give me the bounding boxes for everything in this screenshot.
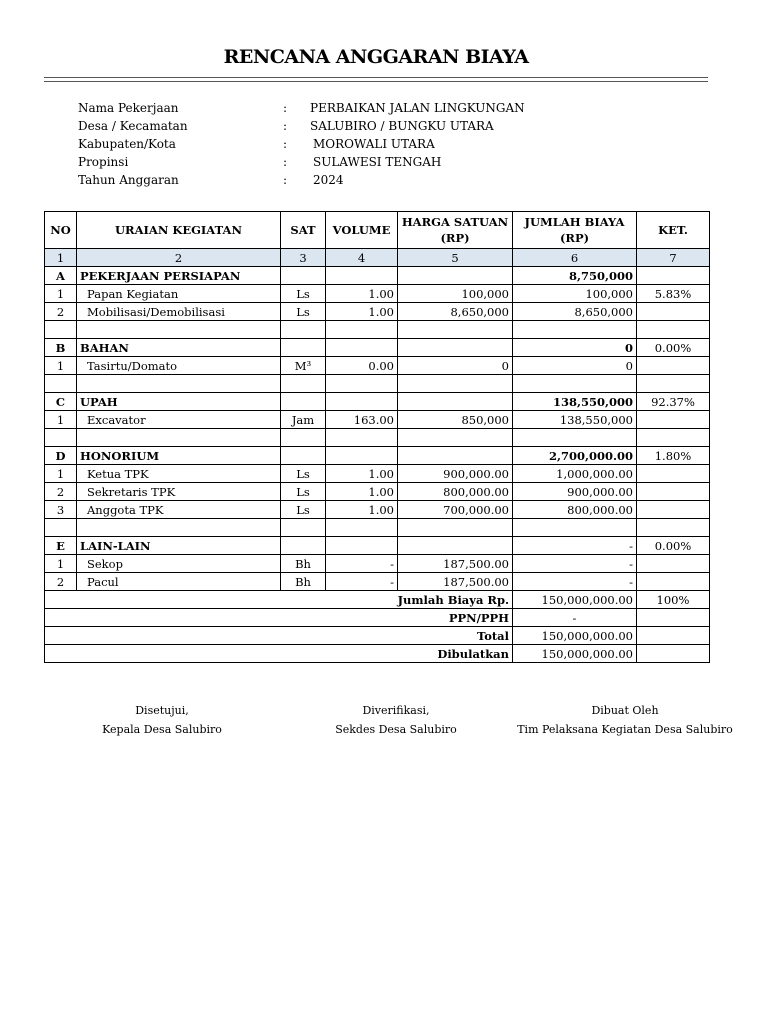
info-label: Kabupaten/Kota bbox=[78, 137, 176, 151]
header-harga bbox=[398, 212, 513, 249]
summary-label: Jumlah Biaya Rp. bbox=[45, 591, 513, 609]
empty-cell bbox=[398, 339, 513, 357]
summary-label: Dibulatkan bbox=[45, 645, 513, 663]
table-row bbox=[45, 501, 710, 519]
header-uraian: URAIAN KEGIATAN bbox=[77, 212, 281, 249]
item-volume: 1.00 bbox=[326, 483, 398, 501]
spacer-row bbox=[45, 519, 710, 537]
item-jumlah: 8,650,000 bbox=[513, 303, 637, 321]
item-jumlah: 100,000 bbox=[513, 285, 637, 303]
spacer-row bbox=[45, 429, 710, 447]
item-ket bbox=[637, 555, 710, 573]
info-colon: : bbox=[283, 155, 288, 169]
section-no: E bbox=[45, 537, 77, 555]
page-title: RENCANA ANGGARAN BIAYA bbox=[223, 46, 529, 68]
header-jumlah-line2: (RP) bbox=[559, 231, 590, 245]
summary-row-jumlah bbox=[45, 591, 710, 609]
title-rule-bottom bbox=[44, 81, 708, 82]
section-no: A bbox=[45, 267, 77, 285]
header-jumlah bbox=[513, 212, 637, 249]
info-label: Propinsi bbox=[78, 155, 129, 169]
summary-value: 150,000,000.00 bbox=[513, 591, 637, 609]
item-sat: Ls bbox=[281, 483, 326, 501]
item-name: Pacul bbox=[77, 573, 281, 591]
item-harga: 850,000 bbox=[398, 411, 513, 429]
item-name: Tasirtu/Domato bbox=[77, 357, 281, 375]
header-harga-line2: (RP) bbox=[440, 231, 470, 245]
empty-cell bbox=[398, 267, 513, 285]
section-ket: 0.00% bbox=[637, 537, 710, 555]
empty-cell bbox=[326, 537, 398, 555]
section-name: BAHAN bbox=[77, 339, 281, 357]
summary-row-ppn bbox=[45, 609, 710, 627]
empty-cell bbox=[398, 447, 513, 465]
info-value: SULAWESI TENGAH bbox=[313, 155, 442, 169]
empty-cell bbox=[281, 339, 326, 357]
summary-ket: 100% bbox=[637, 591, 710, 609]
signature-block-sekdes bbox=[296, 701, 496, 739]
section-ket: 1.80% bbox=[637, 447, 710, 465]
summary-row-total bbox=[45, 627, 710, 645]
item-no: 2 bbox=[45, 483, 77, 501]
info-colon: : bbox=[283, 119, 288, 133]
item-sat: M³ bbox=[281, 357, 326, 375]
table-row bbox=[45, 555, 710, 573]
summary-value: 150,000,000.00 bbox=[513, 645, 637, 663]
item-no: 3 bbox=[45, 501, 77, 519]
item-no: 1 bbox=[45, 411, 77, 429]
section-total: 2,700,000.00 bbox=[513, 447, 637, 465]
summary-label: PPN/PPH bbox=[45, 609, 513, 627]
info-colon: : bbox=[283, 101, 288, 115]
item-sat: Ls bbox=[281, 465, 326, 483]
item-name: Mobilisasi/Demobilisasi bbox=[77, 303, 281, 321]
section-no: C bbox=[45, 393, 77, 411]
item-jumlah: 138,550,000 bbox=[513, 411, 637, 429]
item-harga: 700,000.00 bbox=[398, 501, 513, 519]
spacer-row bbox=[45, 321, 710, 339]
item-ket bbox=[637, 573, 710, 591]
info-value: PERBAIKAN JALAN LINGKUNGAN bbox=[310, 101, 525, 115]
col-number: 3 bbox=[281, 249, 326, 267]
col-number: 1 bbox=[45, 249, 77, 267]
section-ket: 0.00% bbox=[637, 339, 710, 357]
item-harga: 187,500.00 bbox=[398, 555, 513, 573]
item-ket bbox=[637, 465, 710, 483]
item-sat: Jam bbox=[281, 411, 326, 429]
item-jumlah: - bbox=[513, 555, 637, 573]
info-value: SALUBIRO / BUNGKU UTARA bbox=[310, 119, 494, 133]
empty-cell bbox=[281, 267, 326, 285]
item-volume: - bbox=[326, 573, 398, 591]
empty-cell bbox=[326, 267, 398, 285]
item-volume: 1.00 bbox=[326, 303, 398, 321]
item-jumlah: 900,000.00 bbox=[513, 483, 637, 501]
section-no: D bbox=[45, 447, 77, 465]
item-name: Ketua TPK bbox=[77, 465, 281, 483]
item-no: 1 bbox=[45, 285, 77, 303]
empty-cell bbox=[398, 537, 513, 555]
item-jumlah: - bbox=[513, 573, 637, 591]
empty-cell bbox=[281, 393, 326, 411]
empty-cell bbox=[398, 393, 513, 411]
header-sat: SAT bbox=[281, 212, 326, 249]
section-name: PEKERJAAN PERSIAPAN bbox=[77, 267, 281, 285]
col-number: 2 bbox=[77, 249, 281, 267]
item-volume: 0.00 bbox=[326, 357, 398, 375]
item-volume: 1.00 bbox=[326, 285, 398, 303]
item-no: 1 bbox=[45, 465, 77, 483]
item-volume: 1.00 bbox=[326, 501, 398, 519]
info-label: Nama Pekerjaan bbox=[78, 101, 179, 115]
item-sat: Bh bbox=[281, 573, 326, 591]
item-harga: 900,000.00 bbox=[398, 465, 513, 483]
item-sat: Ls bbox=[281, 285, 326, 303]
item-no: 1 bbox=[45, 555, 77, 573]
summary-label: Total bbox=[45, 627, 513, 645]
section-row bbox=[45, 447, 710, 465]
section-name: UPAH bbox=[77, 393, 281, 411]
section-row bbox=[45, 537, 710, 555]
item-ket bbox=[637, 483, 710, 501]
table-row bbox=[45, 357, 710, 375]
item-volume: 163.00 bbox=[326, 411, 398, 429]
item-harga: 100,000 bbox=[398, 285, 513, 303]
section-total: 8,750,000 bbox=[513, 267, 637, 285]
table-row bbox=[45, 411, 710, 429]
info-value: 2024 bbox=[313, 173, 344, 187]
section-name: LAIN-LAIN bbox=[77, 537, 281, 555]
item-harga: 187,500.00 bbox=[398, 573, 513, 591]
item-volume: - bbox=[326, 555, 398, 573]
empty-cell bbox=[326, 339, 398, 357]
column-number-row bbox=[45, 249, 710, 267]
item-no: 2 bbox=[45, 303, 77, 321]
empty-cell bbox=[326, 393, 398, 411]
signature-title: Tim Pelaksana Kegiatan Desa Salubiro bbox=[517, 723, 733, 736]
signature-title: Sekdes Desa Salubiro bbox=[335, 723, 457, 736]
table-row bbox=[45, 483, 710, 501]
section-row bbox=[45, 339, 710, 357]
item-sat: Ls bbox=[281, 501, 326, 519]
table-header-row bbox=[45, 212, 710, 249]
info-colon: : bbox=[283, 173, 288, 187]
item-jumlah: 0 bbox=[513, 357, 637, 375]
col-number: 5 bbox=[398, 249, 513, 267]
table-row bbox=[45, 465, 710, 483]
section-no: B bbox=[45, 339, 77, 357]
item-ket bbox=[637, 357, 710, 375]
item-jumlah: 1,000,000.00 bbox=[513, 465, 637, 483]
table-row bbox=[45, 303, 710, 321]
signature-role: Disetujui, bbox=[135, 704, 189, 717]
item-ket: 5.83% bbox=[637, 285, 710, 303]
table-row bbox=[45, 285, 710, 303]
section-row bbox=[45, 393, 710, 411]
spacer-row bbox=[45, 375, 710, 393]
signature-block-kepala-desa bbox=[62, 701, 262, 739]
section-ket bbox=[637, 267, 710, 285]
section-name: HONORIUM bbox=[77, 447, 281, 465]
section-ket: 92.37% bbox=[637, 393, 710, 411]
empty-cell bbox=[281, 537, 326, 555]
info-value: MOROWALI UTARA bbox=[313, 137, 435, 151]
header-ket: KET. bbox=[637, 212, 710, 249]
signature-role: Dibuat Oleh bbox=[591, 704, 659, 717]
col-number: 4 bbox=[326, 249, 398, 267]
empty-cell bbox=[637, 627, 710, 645]
title-rule-top bbox=[44, 77, 708, 78]
item-name: Excavator bbox=[77, 411, 281, 429]
item-jumlah: 800,000.00 bbox=[513, 501, 637, 519]
item-name: Sekop bbox=[77, 555, 281, 573]
empty-cell bbox=[281, 447, 326, 465]
item-ket bbox=[637, 411, 710, 429]
col-number: 7 bbox=[637, 249, 710, 267]
item-name: Sekretaris TPK bbox=[77, 483, 281, 501]
item-no: 2 bbox=[45, 573, 77, 591]
item-sat: Bh bbox=[281, 555, 326, 573]
budget-table bbox=[44, 211, 710, 663]
section-total: 138,550,000 bbox=[513, 393, 637, 411]
info-label: Tahun Anggaran bbox=[78, 173, 179, 187]
info-label: Desa / Kecamatan bbox=[78, 119, 188, 133]
header-no: NO bbox=[45, 212, 77, 249]
empty-cell bbox=[326, 447, 398, 465]
empty-cell bbox=[637, 645, 710, 663]
item-sat: Ls bbox=[281, 303, 326, 321]
item-ket bbox=[637, 303, 710, 321]
signature-role: Diverifikasi, bbox=[362, 704, 430, 717]
item-volume: 1.00 bbox=[326, 465, 398, 483]
item-name: Papan Kegiatan bbox=[77, 285, 281, 303]
item-harga: 800,000.00 bbox=[398, 483, 513, 501]
signature-block-tpk bbox=[505, 701, 745, 739]
empty-cell bbox=[637, 609, 710, 627]
item-harga: 0 bbox=[398, 357, 513, 375]
summary-value: 150,000,000.00 bbox=[513, 627, 637, 645]
info-colon: : bbox=[283, 137, 288, 151]
header-harga-line1: HARGA SATUAN bbox=[401, 215, 509, 229]
item-name: Anggota TPK bbox=[77, 501, 281, 519]
header-volume: VOLUME bbox=[326, 212, 398, 249]
summary-row-dibulatkan bbox=[45, 645, 710, 663]
section-row bbox=[45, 267, 710, 285]
item-harga: 8,650,000 bbox=[398, 303, 513, 321]
section-total: - bbox=[513, 537, 637, 555]
signature-title: Kepala Desa Salubiro bbox=[102, 723, 222, 736]
table-row bbox=[45, 573, 710, 591]
item-no: 1 bbox=[45, 357, 77, 375]
header-jumlah-line1: JUMLAH BIAYA bbox=[524, 215, 625, 229]
section-total: 0 bbox=[513, 339, 637, 357]
col-number: 6 bbox=[513, 249, 637, 267]
item-ket bbox=[637, 501, 710, 519]
summary-value: - bbox=[513, 609, 637, 627]
